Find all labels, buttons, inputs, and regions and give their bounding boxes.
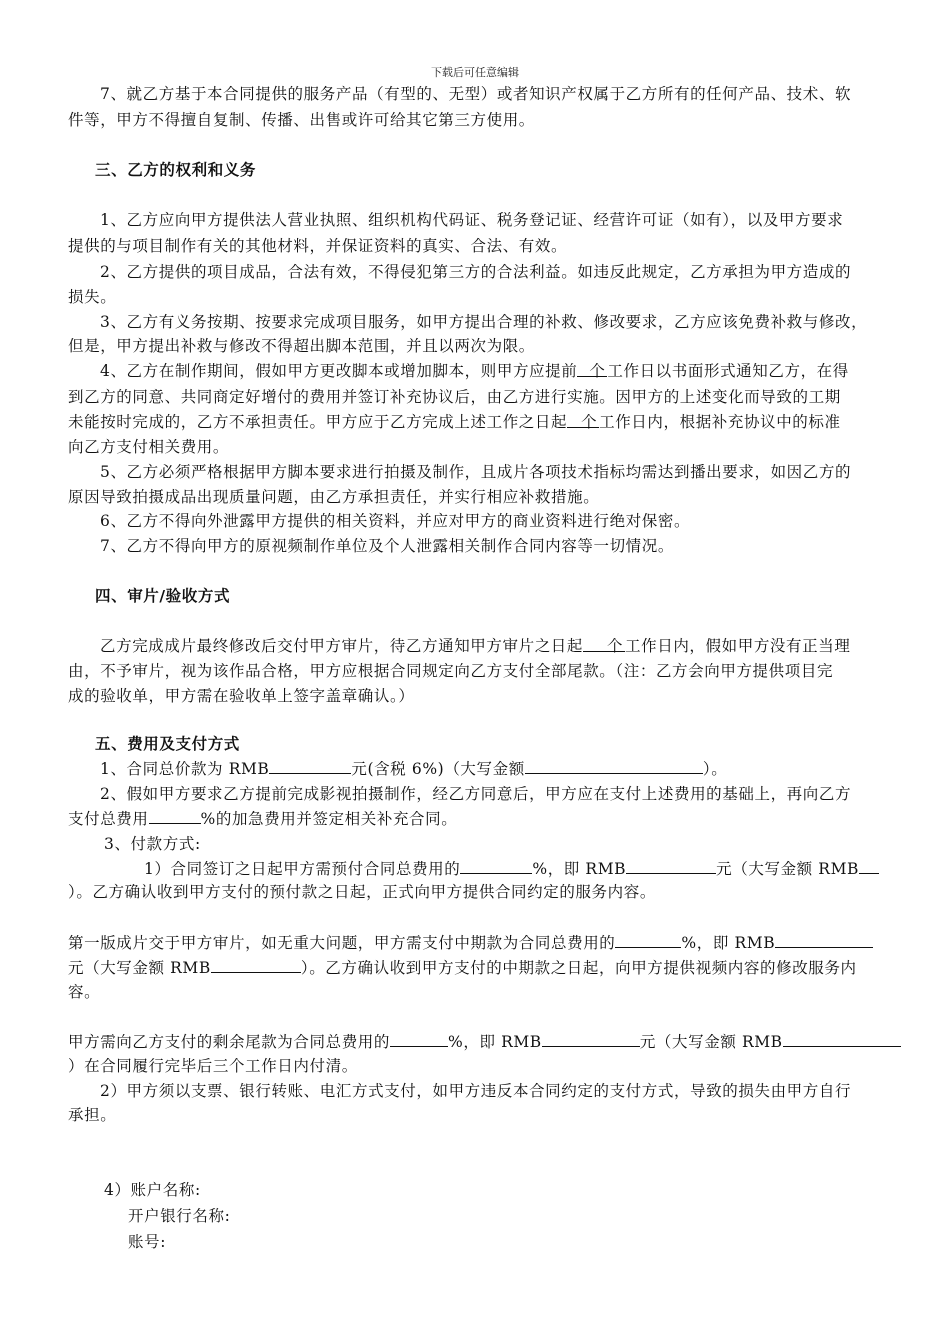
payment-2-line-2: 承担。 [68,1106,117,1124]
final-text-a: 甲方需向乙方支付的剩余尾款为合同总费用的 [68,1033,391,1051]
clause-3-1-line-2: 提供的与项目制作有关的其他材料，并保证资料的真实、合法、有效。 [68,237,568,255]
unit-ge: 个 [589,362,606,380]
clause-5-2-line-2 [68,808,457,829]
blank-total-amount-words [525,758,703,774]
section-4-heading: 四、审片/验收方式 [95,587,231,605]
clause-3-1-line-1: 1、乙方应向甲方提供法人营业执照、组织机构代码证、税务登记证、经营许可证（如有），以及甲方要求 [100,211,844,229]
clause-3-4-line-2: 到乙方的同意、共同商定好增付的费用并签订补充协议后，由乙方进行实施。因甲方的上述变化而导致的工期 [68,388,841,406]
section-4-line-1 [100,636,850,656]
blank-midterm-percent [615,932,681,948]
payment-1-line-2: ）。乙方确认收到甲方支付的预付款之日起，正式向甲方提供合同约定的服务内容。 [68,883,656,901]
clause-5-3-title: 3、付款方式: [104,835,201,853]
unit-ge: 个 [607,637,624,655]
midterm-text-a: 第一版成片交于甲方审片，如无重大问题，甲方需支付中期款为合同总费用的 [68,934,616,952]
blank-total-amount [269,758,351,774]
final-line-2: ）在合同履行完毕后三个工作日内付清。 [68,1057,358,1075]
clause-5-1-text-b: 元(含税 6%)（大写金额 [351,760,525,778]
clause-5-2-text-b: %的加急费用并签定相关补充合同。 [200,810,458,828]
blank-payment-days [567,412,599,431]
final-text-c: 元（大写金额 RMB [639,1033,783,1051]
midterm-text-c: 元（大写金额 RMB [68,959,211,977]
midterm-line-3: 容。 [68,983,101,1001]
clause-5-2-line-1: 2、假如甲方要求乙方提前完成影视拍摄制作，经乙方同意后，甲方应在支付上述费用的基础上，再向乙方 [100,785,852,803]
blank-prepay-percent [460,858,532,874]
unit-ge: 个 [581,413,598,431]
clause-3-7: 7、乙方不得向甲方的原视频制作单位及个人泄露相关制作合同内容等一切情况。 [100,537,674,555]
clause-3-4-line-1 [100,361,849,381]
section-4-text-a: 乙方完成成片最终修改后交付甲方审片，待乙方通知甲方审片之日起 [100,637,584,655]
clause-3-5-line-2: 原因导致拍摄成品出现质量问题，由乙方承担责任，并实行相应补救措施。 [68,488,600,506]
midterm-line-1 [68,932,873,953]
blank-midterm-words [211,957,301,973]
clause-3-5-line-1: 5、乙方必须严格根据甲方脚本要求进行拍摄及制作，且成片各项技术指标均需达到播出要求，如因乙方的 [100,463,852,481]
clause-2-7-line-2: 件等，甲方不得擅自复制、传播、出售或许可给其它第三方使用。 [68,111,535,129]
bank-name-label: 开户银行名称: [128,1207,231,1225]
blank-final-amount [542,1031,640,1047]
section-4-line-2: 由，不予审片，视为该作品合格，甲方应根据合同规定向乙方支付全部尾款。（注：乙方会向甲方提供项目完 [68,662,834,680]
header-note: 下载后可任意编辑 [431,66,519,79]
clause-3-2-line-1: 2、乙方提供的项目成品，合法有效，不得侵犯第三方的合法利益。如违反此规定，乙方承担为甲方造成的 [100,263,852,281]
account-number-label: 账号: [128,1233,167,1251]
clause-3-4-line-3 [68,412,841,432]
midterm-text-d: ）。乙方确认收到甲方支付的中期款之日起，向甲方提供视频内容的修改服务内 [300,959,857,977]
clause-3-3-line-2: 但是，甲方提出补救与修改不得超出脚本范围，并且以两次为限。 [68,337,535,355]
blank-final-percent [390,1031,448,1047]
clause-5-2-text-a: 支付总费用 [68,810,149,828]
final-text-b: %，即 RMB [448,1033,542,1051]
clause-3-4-text-b: 工作日以书面形式通知乙方，在得 [607,362,849,380]
clause-5-1-text-a: 1、合同总价款为 RMB [100,760,270,778]
blank-midterm-amount [775,932,873,948]
payment-1-line-1 [144,858,879,879]
clause-3-6: 6、乙方不得向外泄露甲方提供的相关资料，并应对甲方的商业资料进行绝对保密。 [100,512,691,530]
clause-2-7-line-1: 7、就乙方基于本合同提供的服务产品（有型的、无型）或者知识产权属于乙方所有的任何产品、技术、软 [100,85,852,103]
clause-5-1 [100,758,727,779]
section-5-heading: 五、费用及支付方式 [95,735,240,753]
midterm-line-2 [68,957,857,978]
clause-5-1-text-c: ）。 [702,760,728,778]
section-3-heading: 三、乙方的权利和义务 [95,161,257,179]
clause-3-4-text-c: 未能按时完成的，乙方不承担责任。甲方应于乙方完成上述工作之日起 [68,413,568,431]
blank-prepay-amount [626,858,716,874]
section-4-line-3: 成的验收单，甲方需在验收单上签字盖章确认。） [68,687,415,705]
account-name-label: 4）账户名称: [104,1181,201,1199]
clause-3-4-text-d: 工作日内，根据补充协议中的标准 [599,413,841,431]
payment-1-text-c: 元（大写金额 RMB [716,860,860,878]
section-4-text-b: 工作日内，假如甲方没有正当理 [625,637,851,655]
clause-3-4-line-4: 向乙方支付相关费用。 [68,438,230,456]
clause-3-4-text-a: 4、乙方在制作期间，假如甲方更改脚本或增加脚本，则甲方应提前 [100,362,578,380]
blank-final-words [783,1031,901,1047]
payment-1-text-a: 1）合同签订之日起甲方需预付合同总费用的 [144,860,461,878]
clause-3-2-line-2: 损失。 [68,288,117,306]
payment-1-text-b: %，即 RMB [532,860,627,878]
blank-rush-percent [149,808,201,824]
blank-notice-days [577,361,607,380]
final-line-1 [68,1031,901,1052]
midterm-text-b: %，即 RMB [681,934,776,952]
payment-2-line-1: 2）甲方须以支票、银行转账、电汇方式支付，如甲方违反本合同约定的支付方式，导致的损失由甲方自行 [100,1082,852,1100]
clause-3-3-line-1: 3、乙方有义务按期、按要求完成项目服务，如甲方提出合理的补救、修改要求，乙方应该免费补救与修改， [100,313,868,331]
blank-prepay-words [859,858,879,874]
blank-review-days [583,636,625,655]
